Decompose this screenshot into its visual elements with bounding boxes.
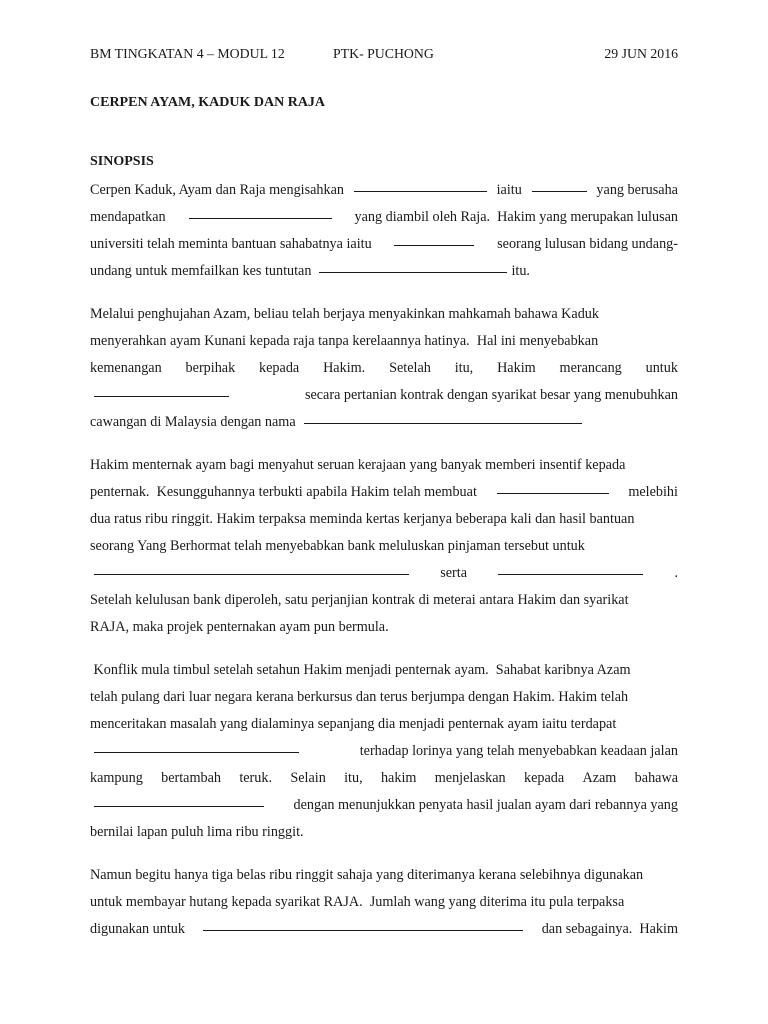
- text-line: [90, 355, 678, 382]
- header-location: PTK- PUCHONG: [333, 46, 434, 61]
- text-segment: secara pertanian kontrak dengan syarikat besar yang menubuhkan: [304, 387, 678, 403]
- text-segment: dan sebagainya. Hakim: [541, 921, 678, 937]
- text-line: [90, 792, 678, 819]
- text-segment: itu,: [454, 360, 474, 376]
- synopsis-paragraph: [90, 301, 678, 436]
- text-segment: bernilai lapan puluh lima ribu ringgit.: [90, 824, 304, 840]
- text-line: [90, 684, 678, 711]
- synopsis-paragraph: [90, 452, 678, 641]
- text-segment: universiti telah meminta bantuan sahabatnya iaitu: [90, 236, 372, 252]
- text-segment: menceritakan masalah yang dialaminya sepanjang dia menjadi penternak ayam iaitu terdapat: [90, 716, 617, 732]
- synopsis-paragraph: [90, 657, 678, 846]
- text-segment: kepada: [523, 770, 565, 786]
- text-segment: Hakim menternak ayam bagi menyahut seruan kerajaan yang banyak memberi insentif kepada: [90, 457, 626, 473]
- text-segment: berpihak: [185, 360, 236, 376]
- text-line: [90, 382, 678, 409]
- text-line: [90, 231, 678, 258]
- text-line: [90, 819, 678, 846]
- text-segment: cawangan di Malaysia dengan nama: [90, 414, 296, 430]
- text-segment: merancang: [559, 360, 622, 376]
- document-title: CERPEN AYAM, KADUK DAN RAJA: [90, 95, 326, 110]
- text-segment: bahawa: [634, 770, 678, 786]
- text-segment: bertambah: [161, 770, 221, 786]
- text-line: [90, 452, 678, 479]
- synopsis-body: [90, 177, 678, 959]
- text-segment: kepada: [259, 360, 300, 376]
- page-header: [90, 46, 678, 64]
- synopsis-paragraph: [90, 177, 678, 285]
- text-segment: untuk membayar hutang kepada syarikat RAJA. Jumlah wang yang diterima itu pula terpaksa: [90, 894, 625, 910]
- text-segment: hakim: [380, 770, 417, 786]
- text-line: [90, 479, 678, 506]
- text-line: [90, 587, 678, 614]
- text-line: [90, 862, 678, 889]
- fill-in-blank: [203, 929, 523, 931]
- text-line: [90, 177, 678, 204]
- text-segment: dengan menunjukkan penyata hasil jualan ayam dari rebannya yang: [293, 797, 678, 813]
- text-line: [90, 506, 678, 533]
- text-segment: seorang Yang Berhormat telah menyebabkan bank meluluskan pinjaman tersebut untuk: [90, 538, 585, 554]
- fill-in-blank: [94, 573, 409, 575]
- fill-in-blank: [189, 217, 332, 219]
- text-segment: .: [674, 565, 678, 581]
- text-segment: Hakim.: [323, 360, 366, 376]
- text-segment: menyerahkan ayam Kunani kepada raja tanpa kerelaannya hatinya. Hal ini menyebabkan: [90, 333, 599, 349]
- fill-in-blank: [532, 190, 587, 192]
- header-date: 29 JUN 2016: [604, 46, 678, 61]
- text-line: [90, 204, 678, 231]
- text-line: [90, 738, 678, 765]
- text-segment: Cerpen Kaduk, Ayam dan Raja mengisahkan: [90, 182, 345, 198]
- text-segment: seorang lulusan bidang undang-: [497, 236, 678, 252]
- text-line: [90, 614, 678, 641]
- fill-in-blank: [394, 244, 474, 246]
- section-heading: SINOPSIS: [90, 154, 154, 169]
- text-segment: Melalui penghujahan Azam, beliau telah berjaya menyakinkan mahkamah bahawa Kaduk: [90, 306, 599, 322]
- text-segment: kemenangan: [90, 360, 162, 376]
- text-segment: Namun begitu hanya tiga belas ribu ringgit sahaja yang diterimanya kerana selebihnya digunakan: [90, 867, 644, 883]
- text-segment: menjelaskan: [434, 770, 506, 786]
- text-segment: yang diambil oleh Raja. Hakim yang merupakan lulusan: [354, 209, 678, 225]
- text-segment: Hakim: [497, 360, 536, 376]
- text-segment: penternak. Kesungguhannya terbukti apabila Hakim telah membuat: [90, 484, 477, 500]
- text-line: [90, 258, 678, 285]
- text-line: [90, 711, 678, 738]
- text-line: [90, 409, 678, 436]
- synopsis-paragraph: [90, 862, 678, 943]
- fill-in-blank: [94, 751, 299, 753]
- text-line: [90, 889, 678, 916]
- text-segment: digunakan untuk: [90, 921, 185, 937]
- header-course: BM TINGKATAN 4 – MODUL 12: [90, 46, 285, 61]
- text-segment: terhadap lorinya yang telah menyebabkan keadaan jalan: [359, 743, 678, 759]
- fill-in-blank: [497, 492, 609, 494]
- fill-in-blank: [498, 573, 643, 575]
- text-segment: serta: [440, 565, 468, 581]
- text-segment: dua ratus ribu ringgit. Hakim terpaksa meminda kertas kerjanya beberapa kali dan hasil bantuan: [90, 511, 635, 527]
- text-line: [90, 657, 678, 684]
- text-line: [90, 533, 678, 560]
- text-segment: itu,: [344, 770, 363, 786]
- text-segment: teruk.: [239, 770, 273, 786]
- text-segment: mendapatkan: [90, 209, 166, 225]
- text-segment: melebihi: [628, 484, 678, 500]
- text-segment: RAJA, maka projek penternakan ayam pun bermula.: [90, 619, 389, 635]
- text-segment: kampung: [90, 770, 143, 786]
- text-segment: Selain: [290, 770, 326, 786]
- text-segment: Konflik mula timbul setelah setahun Hakim menjadi penternak ayam. Sahabat karibnya Azam: [90, 662, 631, 678]
- fill-in-blank: [354, 190, 487, 192]
- text-segment: iaitu: [496, 182, 522, 198]
- text-segment: itu.: [511, 263, 530, 279]
- fill-in-blank: [94, 395, 229, 397]
- text-segment: Azam: [582, 770, 617, 786]
- text-segment: Setelah: [389, 360, 431, 376]
- text-line: [90, 301, 678, 328]
- text-line: [90, 916, 678, 943]
- text-segment: Setelah kelulusan bank diperoleh, satu perjanjian kontrak di meterai antara Hakim dan syarikat: [90, 592, 629, 608]
- fill-in-blank: [319, 271, 507, 273]
- text-line: [90, 765, 678, 792]
- text-segment: telah pulang dari luar negara kerana berkursus dan terus berjumpa dengan Hakim. Hakim telah: [90, 689, 629, 705]
- text-segment: yang berusaha: [596, 182, 678, 198]
- text-line: [90, 328, 678, 355]
- text-segment: untuk: [645, 360, 678, 376]
- text-line: [90, 560, 678, 587]
- fill-in-blank: [304, 422, 582, 424]
- text-segment: undang untuk memfailkan kes tuntutan: [90, 263, 312, 279]
- fill-in-blank: [94, 805, 264, 807]
